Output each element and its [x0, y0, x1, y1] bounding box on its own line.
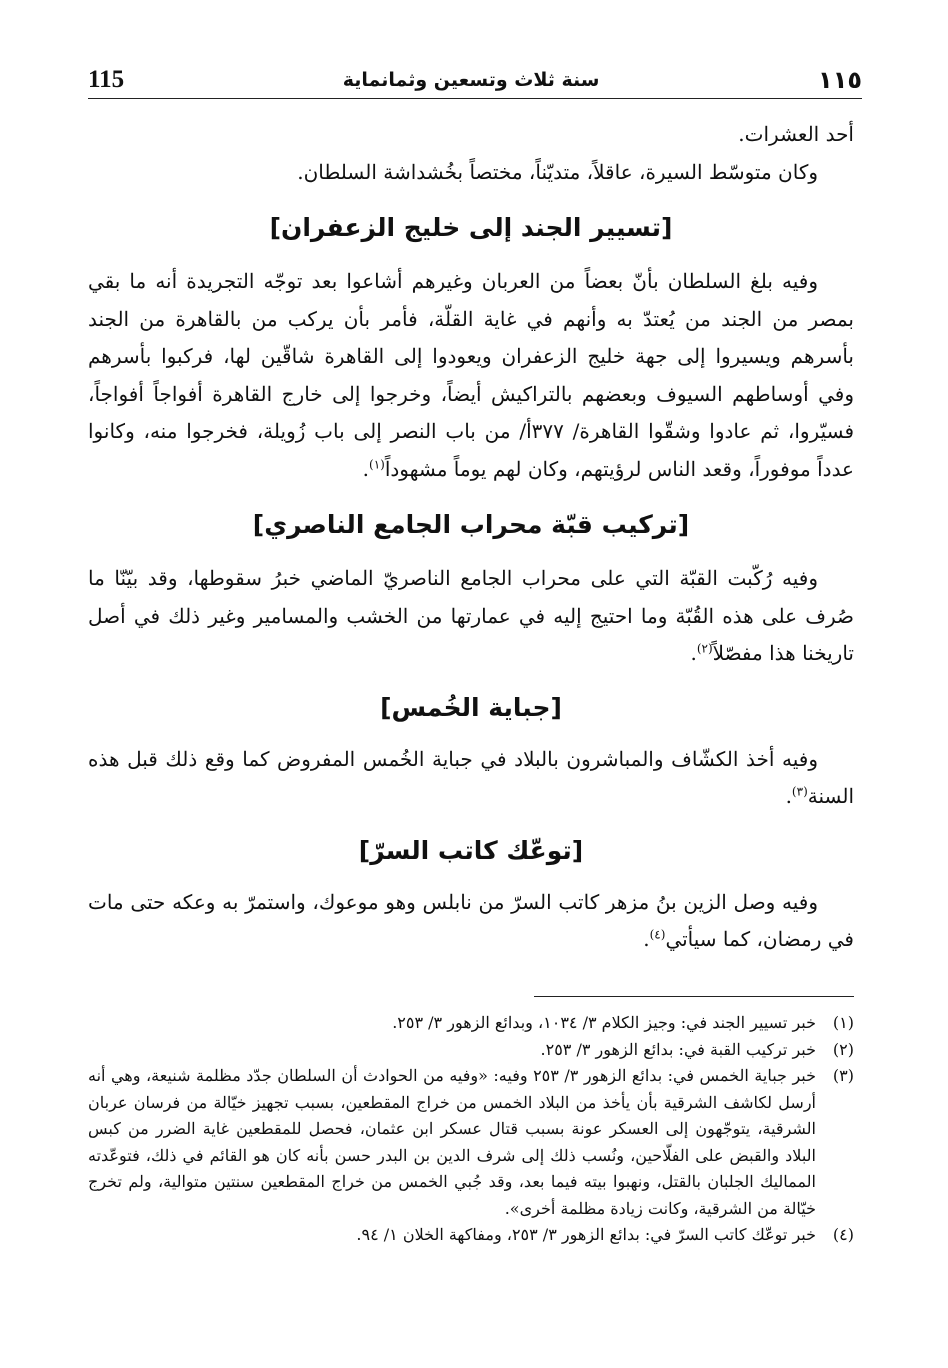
section-text-1: وفيه بلغ السلطان بأنّ بعضاً من العربان وغيرهم أشاعوا بعد توجّه التجريدة أنه ما بقي بمصر من الجند من يُعتدّ به وأنهم في غاية القلّة، فأمر بأن يركب من بالقاهرة من الجند بأسرهم ويسيروا إلى جهة خليج الزعفران ويعودوا إلى القاهرة شاقّين لها، فركبوا بأسرهم وفي أوساطهم السيوف وبعضهم بالتراكيش أيضاً، وخرجوا إلى خارج القاهرة أفواجاً أفواجاً، فسيّروا، ثم عادوا وشقّوا القاهرة/ ٣٧٧أ/ من باب النصر إلى باب زُويلة، فخرجوا منه، وكانوا عدداً موفوراً، وقعد الناس لرؤيتهم، وكان لهم يوماً مشهوداً$^{(١)}$.: [88, 269, 855, 481]
footnote-number: (١): [832, 1013, 854, 1032]
footnote-4: [88, 1222, 854, 1249]
footnote-ref-4[interactable]: (٤): [649, 927, 666, 942]
footnote-3: [88, 1063, 854, 1222]
section-heading-2: [تركيب قبّة محراب الجامع الناصري]: [252, 510, 690, 539]
footnote-number: (٢): [832, 1039, 854, 1059]
paragraph-continuation: أحد العشرات.: [738, 122, 854, 146]
footnote-2: [88, 1037, 854, 1064]
section-heading-4: [توعّك كاتب السرّ]: [358, 835, 584, 865]
section-heading-1: [تسيير الجند إلى خليج الزعفران]: [269, 213, 673, 242]
footnote-text: خبر جباية الخمس في: بدائع الزهور ٣/ ٢٥٣ وفيه: «وفيه من الحوادث أن السلطان جدّد مظلمة شنيعة، وهي أنه أرسل لكاشف الشرقية بأن يأخذ من البلاد الخمس من خراج المقطعين، بسبب تجهيز خيّالة من فرسان عربان الشرقية، يتوجّهون إلى العسكر عونة بسبب قتال عسكر ابن عثمان، فحصل للمقطعين غاية الضرر من كبس البلاد والقبض على الفلّاحين، ونُسب ذلك إلى شرف الدين بن البدر حسن بأنه كان هو القائم في ذلك، فتوعّدته المماليك الجلبان بالقتل، ونهبوا بيته فيما بعد، وقد جُبي الخمس من خراج المقطعين سنتين متوالية، ولم تخرج خيّالة من الشرقية، وكانت زيادة مظلمة أخرى».: [88, 1066, 816, 1218]
main-text: [88, 116, 854, 959]
running-title: سنة ثلاث وتسعين وثمانماية: [342, 69, 600, 91]
footnote-text: خبر تركيب القبة في: بدائع الزهور ٣/ ٢٥٣.: [540, 1039, 816, 1059]
page-number-latin: 115: [88, 66, 125, 93]
paragraph-description: وكان متوسّط السيرة، عاقلاً، متديّناً، مختصاً بخُشداشة السلطان.: [297, 159, 818, 184]
page-number-arabic: ١١٥: [818, 66, 862, 94]
footnote-ref-2[interactable]: (٢): [696, 641, 713, 656]
footnote-text: خبر تسيير الجند في: وجيز الكلام ٣/ ١٠٣٤، وبدائع الزهور ٣/ ٢٥٣.: [392, 1013, 816, 1032]
footnote-1: [88, 1010, 854, 1037]
footnote-ref-1[interactable]: (١): [369, 456, 385, 471]
page-header: [88, 62, 862, 99]
footnote-ref-3[interactable]: (٣): [791, 784, 808, 799]
section-text-3: وفيه أخذ الكشّاف والمباشرون بالبلاد في جباية الخُمس المفروض كما وقع ذلك قبل هذه السنة$^{(٣)}$.: [88, 746, 854, 808]
footnote-divider: [534, 996, 854, 997]
footnotes: [88, 1010, 854, 1249]
section-text-4: وفيه وصل الزين بنُ مزهر كاتب السرّ من نابلس وهو موعوك، واستمرّ به وعكه حتى مات في رمضان، كما سيأتي$^{(٤)}$.: [88, 889, 854, 951]
section-heading-3: [جباية الخُمس]: [380, 692, 562, 722]
section-text-2: وفيه رُكّبت القبّة التي على محراب الجامع الناصريّ الماضي خبرُ سقوطها، وقد بيّنّا ما صُرف على هذه القُبّة وما احتيج إليه في عمارتها من الخشب والمسامير وغير ذلك في أصل تاريخنا هذا مفصّلاً$^{(٢)}$.: [88, 566, 854, 665]
footnote-text: خبر توعّك كاتب السرّ في: بدائع الزهور ٣/ ٢٥٣، ومفاكهة الخلان ١/ ٩٤.: [356, 1225, 816, 1244]
footnote-number: (٣): [832, 1066, 854, 1085]
footnote-number: (٤): [832, 1225, 854, 1244]
